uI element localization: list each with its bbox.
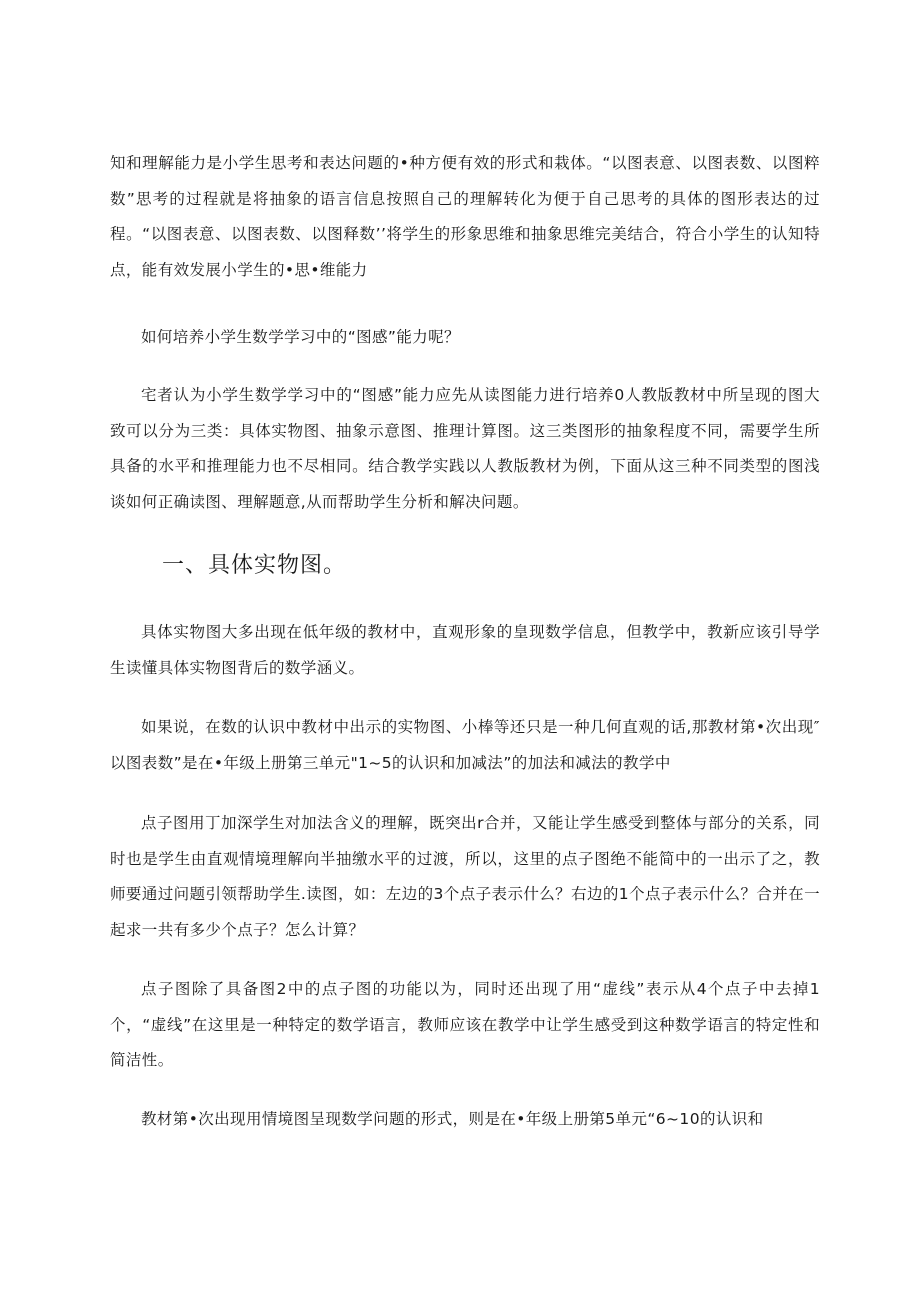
paragraph-intro: 知和理解能力是小学生思考和表达问题的•种方便有效的形式和栽体。“以图表意、以图表数、以图粹数”思考的过程就是将抽象的语言信息按照自己的理解转化为便于自己思考的具体的图形表达的过程。“以图表意、以图表数、以图释数’’将学生的形象思维和抽象思维完美结合，符合小学生的认知特点，能有效发展小学生的•思•维能力 — [110, 154, 820, 279]
paragraph-concrete-pictures: 具体实物图大多出现在低年级的教材中，直观形象的皇现数学信息，但教学中，教新应该引导学生读懂具体实物图背后的数学涵义。 — [110, 623, 820, 677]
paragraph-situation-picture: 教材第•次出现用情境图呈现数学问题的形式，则是在•年级上册第5单元“6~10的认识和 — [141, 1110, 764, 1128]
paragraph-dot-diagram: 点子图用丁加深学生对加法含义的理解，既突出r合并，又能让学生感受到整体与部分的关系，同时也是学生由直观情境理解向半抽缴水平的过渡，所以，这里的点子图绝不能简中的一出示了之，教师要通过问题引领帮助学生.读图，如：左边的3个点子表示什么？右边的1个点子表示什么？合并在一起求一共有多少个点子？怎么计算？ — [110, 814, 820, 939]
paragraph-question: 如何培养小学生数学学习中的“图感”能力呢？ — [141, 328, 460, 346]
paragraph-classification: 宅者认为小学生数学学习中的“图感”能力应先从读图能力进行培养0人教版教材中所呈现的图大致可以分为三类：具体实物图、抽象示意图、推理计算图。这三类图形的抽象程度不同，需要学生所具备的水平和推理能力也不尽相同。结合教学实践以人教版教材为例，下面从这三种不同类型的图浅谈如何正确读图、理解题意,从而帮助学生分析和解决问题。 — [110, 386, 820, 511]
paragraph-dashed-line: 点子图除了具备图2中的点子图的功能以为，同时还出现了用“虚线”表示从4个点子中去掉1个，“虚线”在这里是一种特定的数学语言，教师应该在教学中让学生感受到这种数学语言的特定性和简洁性。 — [110, 980, 820, 1069]
section-heading-concrete-pictures: 一、具体实物图。 — [162, 553, 347, 578]
paragraph-first-appearance: 如果说，在数的认识中教材中出示的实物图、小棒等还只是一种几何直观的话,那教材第•次出现″以图表数”是在•年级上册第三单元"1~5的认识和加减法”的加法和减法的教学中 — [110, 718, 820, 772]
